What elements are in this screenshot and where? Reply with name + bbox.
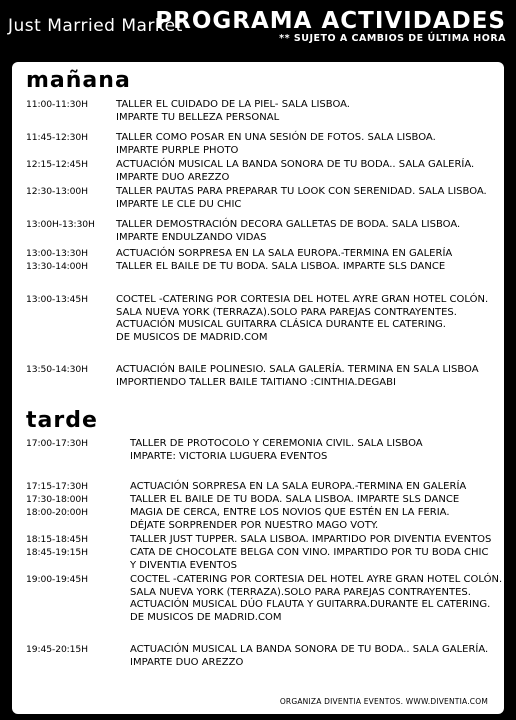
- activity-line: ACTUACIÓN BAILE POLINESIO. SALA GALERÍA. TERMINA EN SALA LISBOA: [116, 364, 479, 375]
- activity-description: [116, 294, 498, 344]
- activity-line: CATA DE CHOCOLATE BELGA CON VINO. IMPARTIDO POR TU BODA CHIC: [130, 547, 489, 558]
- activity-line: SALA NUEVA YORK (TERRAZA).SOLO PARA PAREJAS CONTRAYENTES.: [130, 586, 471, 598]
- activity-line: ACTUACIÓN MUSICAL GUITARRA CLÁSICA DURANTE EL CATERING.: [116, 319, 446, 330]
- market-title: Just Married Market: [8, 16, 183, 36]
- activity-line: COCTEL -CATERING POR CORTESIA DEL HOTEL AYRE GRAN HOTEL COLÓN.: [130, 574, 503, 585]
- activity-description: [130, 494, 498, 507]
- time-slot: 18:00-20:00H: [26, 507, 88, 518]
- activity-line: ACTUACIÓN MUSICAL LA BANDA SONORA DE TU BODA.. SALA GALERÍA.: [116, 159, 475, 170]
- activity-line: ACTUACIÓN SORPRESA EN LA SALA EUROPA.-TERMINA EN GALERÍA: [130, 481, 467, 492]
- activity-description: [116, 364, 498, 389]
- activity-description: [130, 507, 498, 532]
- time-slot: 17:00-17:30H: [26, 438, 88, 449]
- program-title: PROGRAMA ACTIVIDADES: [155, 8, 506, 34]
- footer-credit: ORGANIZA DIVENTIA EVENTOS. WWW.DIVENTIA.COM: [279, 697, 488, 706]
- activity-line: DE MUSICOS DE MADRID.COM: [116, 331, 268, 343]
- time-slot: 17:30-18:00H: [26, 494, 88, 505]
- activity-line: TALLER DE PROTOCOLO Y CEREMONIA CIVIL. SALA LISBOA: [130, 438, 423, 449]
- time-slot: 13:00-13:45H: [26, 294, 88, 305]
- activity-line: IMPARTE PURPLE PHOTO: [116, 144, 239, 156]
- activity-description: [116, 261, 498, 274]
- program-header: [155, 8, 506, 44]
- time-slot: 18:15-18:45H: [26, 534, 88, 545]
- activity-line: IMPORTIENDO TALLER BAILE TAITIANO :CINTHIA.DEGABI: [116, 376, 396, 388]
- time-slot: 12:15-12:45H: [26, 159, 88, 170]
- time-slot: 13:00H-13:30H: [26, 219, 95, 230]
- activity-description: [116, 99, 498, 124]
- schedule-card: [12, 62, 504, 714]
- activity-line: SALA NUEVA YORK (TERRAZA).SOLO PARA PAREJAS CONTRAYENTES.: [116, 306, 457, 318]
- activity-line: IMPARTE LE CLE DU CHIC: [116, 198, 242, 210]
- activity-description: [130, 574, 503, 624]
- activity-description: [130, 534, 498, 547]
- activity-line: ACTUACIÓN MUSICAL DÚO FLAUTA Y GUITARRA.DURANTE EL CATERING.: [130, 599, 491, 610]
- activity-line: Y DIVENTIA EVENTOS: [130, 559, 237, 571]
- activity-description: [116, 186, 498, 211]
- afternoon-title: tarde: [26, 408, 98, 433]
- activity-description: [130, 644, 498, 669]
- activity-description: [116, 132, 498, 157]
- activity-description: [130, 438, 498, 463]
- activity-line: MAGIA DE CERCA, ENTRE LOS NOVIOS QUE ESTÉN EN LA FERIA.: [130, 507, 450, 518]
- activity-line: IMPARTE DUO AREZZO: [116, 171, 230, 183]
- activity-description: [116, 248, 498, 261]
- activity-line: IMPARTE ENDULZANDO VIDAS: [116, 231, 267, 243]
- activity-line: ACTUACIÓN SORPRESA EN LA SALA EUROPA.-TERMINA EN GALERÍA: [116, 248, 453, 259]
- time-slot: 11:45-12:30H: [26, 132, 88, 143]
- activity-line: IMPARTE TU BELLEZA PERSONAL: [116, 111, 280, 123]
- time-slot: 13:50-14:30H: [26, 364, 88, 375]
- program-subtitle: ** SUJETO A CAMBIOS DE ÚLTIMA HORA: [279, 33, 506, 44]
- time-slot: 12:30-13:00H: [26, 186, 88, 197]
- activity-line: TALLER DEMOSTRACIÓN DECORA GALLETAS DE BODA. SALA LISBOA.: [116, 219, 461, 230]
- activity-line: TALLER PAUTAS PARA PREPARAR TU LOOK CON SERENIDAD. SALA LISBOA.: [116, 186, 487, 197]
- activity-line: TALLER JUST TUPPER. SALA LISBOA. IMPARTIDO POR DIVENTIA EVENTOS: [130, 534, 492, 545]
- activity-description: [116, 159, 498, 184]
- activity-line: IMPARTE: VICTORIA LUGUERA EVENTOS: [130, 450, 328, 462]
- activity-line: DÉJATE SORPRENDER POR NUESTRO MAGO VOTY.: [130, 519, 379, 531]
- activity-line: TALLER EL BAILE DE TU BODA. SALA LISBOA. IMPARTE SLS DANCE: [130, 494, 460, 505]
- activity-line: TALLER EL CUIDADO DE LA PIEL- SALA LISBOA.: [116, 99, 350, 110]
- activity-line: IMPARTE DUO AREZZO: [130, 656, 244, 668]
- morning-title: mañana: [26, 68, 131, 93]
- time-slot: 18:45-19:15H: [26, 547, 88, 558]
- activity-description: [130, 547, 498, 572]
- activity-line: TALLER COMO POSAR EN UNA SESIÓN DE FOTOS. SALA LISBOA.: [116, 132, 436, 143]
- activity-description: [130, 481, 498, 494]
- time-slot: 17:15-17:30H: [26, 481, 88, 492]
- activity-line: ACTUACIÓN MUSICAL LA BANDA SONORA DE TU BODA.. SALA GALERÍA.: [130, 644, 489, 655]
- time-slot: 13:00-13:30H: [26, 248, 88, 259]
- activity-line: TALLER EL BAILE DE TU BODA. SALA LISBOA. IMPARTE SLS DANCE: [116, 261, 446, 272]
- time-slot: 13:30-14:00H: [26, 261, 88, 272]
- time-slot: 19:45-20:15H: [26, 644, 88, 655]
- time-slot: 19:00-19:45H: [26, 574, 88, 585]
- activity-line: COCTEL -CATERING POR CORTESIA DEL HOTEL AYRE GRAN HOTEL COLÓN.: [116, 294, 489, 305]
- time-slot: 11:00-11:30H: [26, 99, 88, 110]
- activity-description: [116, 219, 498, 244]
- activity-line: DE MUSICOS DE MADRID.COM: [130, 611, 282, 623]
